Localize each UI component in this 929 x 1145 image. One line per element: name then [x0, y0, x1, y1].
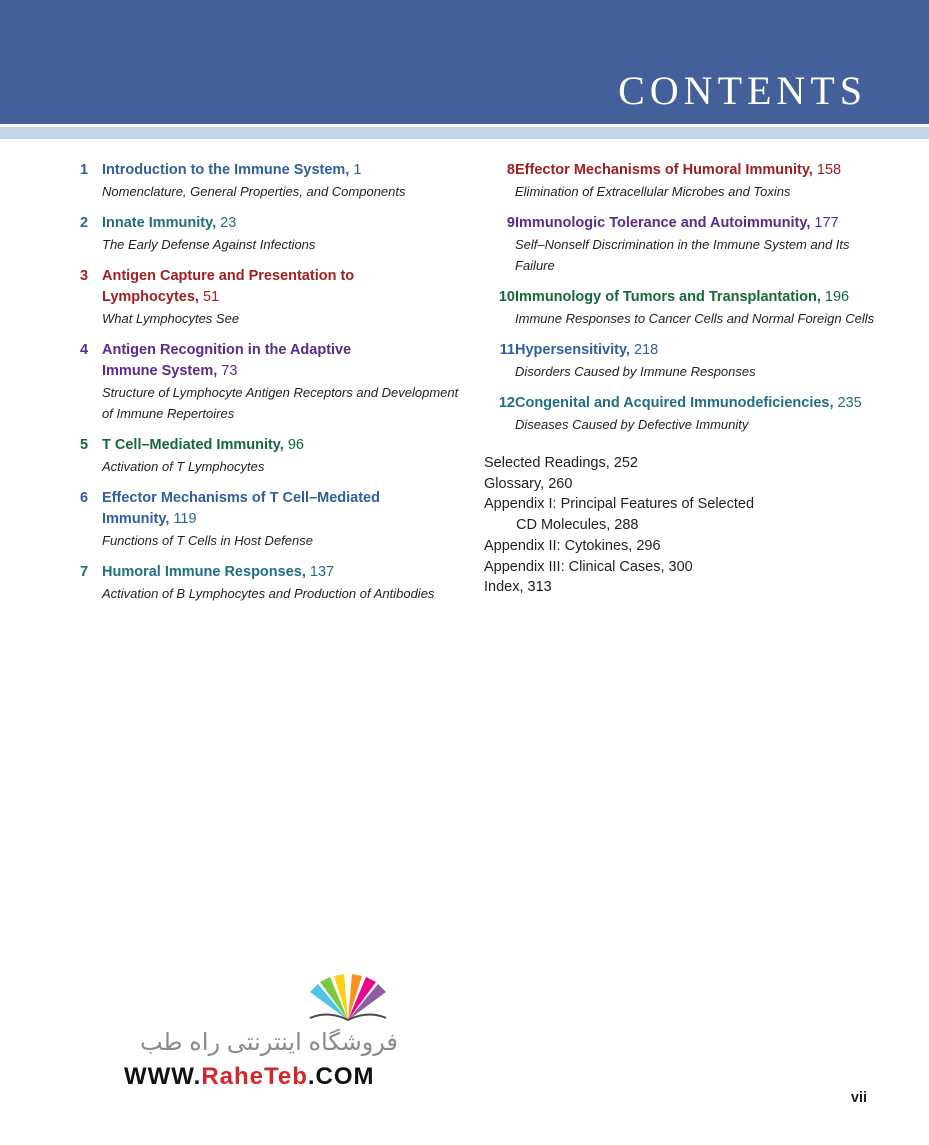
backmatter-index[interactable]: Index, 313 [484, 579, 552, 596]
page-number: vii [850, 1090, 867, 1106]
chapter-page: 235 [837, 395, 862, 411]
contents-left-column [80, 160, 460, 615]
chapter-number: 7 [80, 564, 89, 580]
chapter-page: 23 [220, 215, 237, 231]
header-band [0, 0, 929, 124]
chapter-6-entry[interactable] [80, 488, 460, 551]
chapter-subtitle: Disorders Caused by Immune Responses [515, 364, 756, 379]
chapter-subtitle: Structure of Lymphocyte Antigen Receptors and Development of Immune Repertoires [102, 385, 459, 421]
chapter-title: Effector Mechanisms of T Cell–Mediated Immunity, 119 [102, 490, 380, 527]
backmatter-selected-readings[interactable]: Selected Readings, 252 [484, 455, 638, 471]
chapter-title: Humoral Immune Responses, 137 [102, 564, 335, 580]
backmatter-appendix-2[interactable]: Appendix II: Cytokines, 296 [484, 537, 661, 554]
chapter-subtitle: Activation of T Lymphocytes [102, 459, 265, 474]
header-rule-stripe [0, 127, 929, 139]
backmatter-glossary[interactable]: Glossary, 260 [484, 475, 573, 492]
chapter-number: 6 [80, 490, 89, 506]
chapter-3-entry[interactable] [80, 266, 460, 329]
chapter-number: 12 [498, 395, 515, 411]
backmatter-appendix-1-cont[interactable]: CD Molecules, 288 [516, 517, 639, 534]
chapter-12-entry[interactable] [484, 393, 884, 435]
open-book-fan-icon [298, 974, 398, 1024]
chapter-page: 218 [634, 342, 659, 358]
chapter-number: 1 [80, 162, 89, 178]
chapter-title: Introduction to the Immune System, 1 [102, 162, 362, 178]
chapter-subtitle: Elimination of Extracellular Microbes and Toxins [515, 184, 791, 199]
chapter-title: Antigen Recognition in the Adaptive Immune System, 73 [102, 342, 352, 379]
chapter-title: Hypersensitivity, 218 [515, 342, 659, 358]
chapter-title: T Cell–Mediated Immunity, 96 [102, 437, 304, 453]
chapter-11-entry[interactable] [484, 340, 884, 382]
watermark-url: WWW.RaheTeb.COM [124, 1063, 375, 1090]
chapter-number: 2 [80, 215, 89, 231]
chapter-subtitle: Self–Nonself Discrimination in the Immune System and Its Failure [515, 237, 850, 273]
chapter-8-entry[interactable] [484, 160, 884, 202]
chapter-subtitle: Immune Responses to Cancer Cells and Normal Foreign Cells [515, 311, 875, 326]
chapter-number: 9 [506, 215, 515, 231]
backmatter-list [484, 453, 884, 598]
chapter-page: 51 [203, 289, 220, 305]
chapter-subtitle: Diseases Caused by Defective Immunity [515, 417, 749, 432]
watermark [118, 974, 408, 1094]
chapter-number: 8 [506, 162, 515, 178]
chapter-title: Immunology of Tumors and Transplantation, 196 [515, 289, 850, 305]
backmatter-appendix-3[interactable]: Appendix III: Clinical Cases, 300 [484, 558, 693, 575]
chapter-title: Innate Immunity, 23 [102, 215, 237, 231]
chapter-subtitle: The Early Defense Against Infections [102, 237, 316, 252]
chapter-9-entry[interactable] [484, 213, 884, 276]
page-title: CONTENTS [618, 68, 867, 113]
chapter-number: 4 [80, 342, 89, 358]
chapter-number: 3 [80, 268, 89, 284]
chapter-title: Congenital and Acquired Immunodeficiencies, 235 [515, 395, 862, 411]
chapter-title: Antigen Capture and Presentation to Lymphocytes, 51 [102, 268, 355, 305]
chapter-title: Immunologic Tolerance and Autoimmunity, 177 [515, 215, 839, 231]
chapter-page: 196 [824, 289, 850, 305]
chapter-page: 137 [309, 564, 335, 580]
chapter-5-entry[interactable] [80, 435, 460, 477]
chapter-title: Effector Mechanisms of Humoral Immunity, 158 [515, 162, 842, 178]
chapter-page: 1 [353, 162, 362, 178]
contents-right-column [484, 160, 884, 598]
chapter-number: 11 [499, 342, 515, 358]
chapter-1-entry[interactable] [80, 160, 460, 202]
chapter-subtitle: What Lymphocytes See [102, 311, 240, 326]
chapter-page: 177 [814, 215, 839, 231]
chapter-page: 96 [287, 437, 304, 453]
watermark-persian-text: فروشگاه اینترنتی راه طب [139, 1029, 398, 1056]
chapter-10-entry[interactable] [484, 287, 884, 329]
chapter-subtitle: Nomenclature, General Properties, and Components [102, 184, 406, 199]
chapter-7-entry[interactable] [80, 562, 460, 604]
chapter-page: 119 [173, 511, 197, 527]
chapter-subtitle: Functions of T Cells in Host Defense [102, 533, 313, 548]
chapter-page: 73 [221, 363, 238, 379]
chapter-4-entry[interactable] [80, 340, 460, 424]
chapter-number: 10 [498, 289, 515, 305]
chapter-subtitle: Activation of B Lymphocytes and Production of Antibodies [102, 586, 435, 601]
backmatter-appendix-1[interactable]: Appendix I: Principal Features of Selected [484, 496, 755, 513]
chapter-page: 158 [816, 162, 842, 178]
chapter-2-entry[interactable] [80, 213, 460, 255]
chapter-number: 5 [80, 437, 89, 453]
